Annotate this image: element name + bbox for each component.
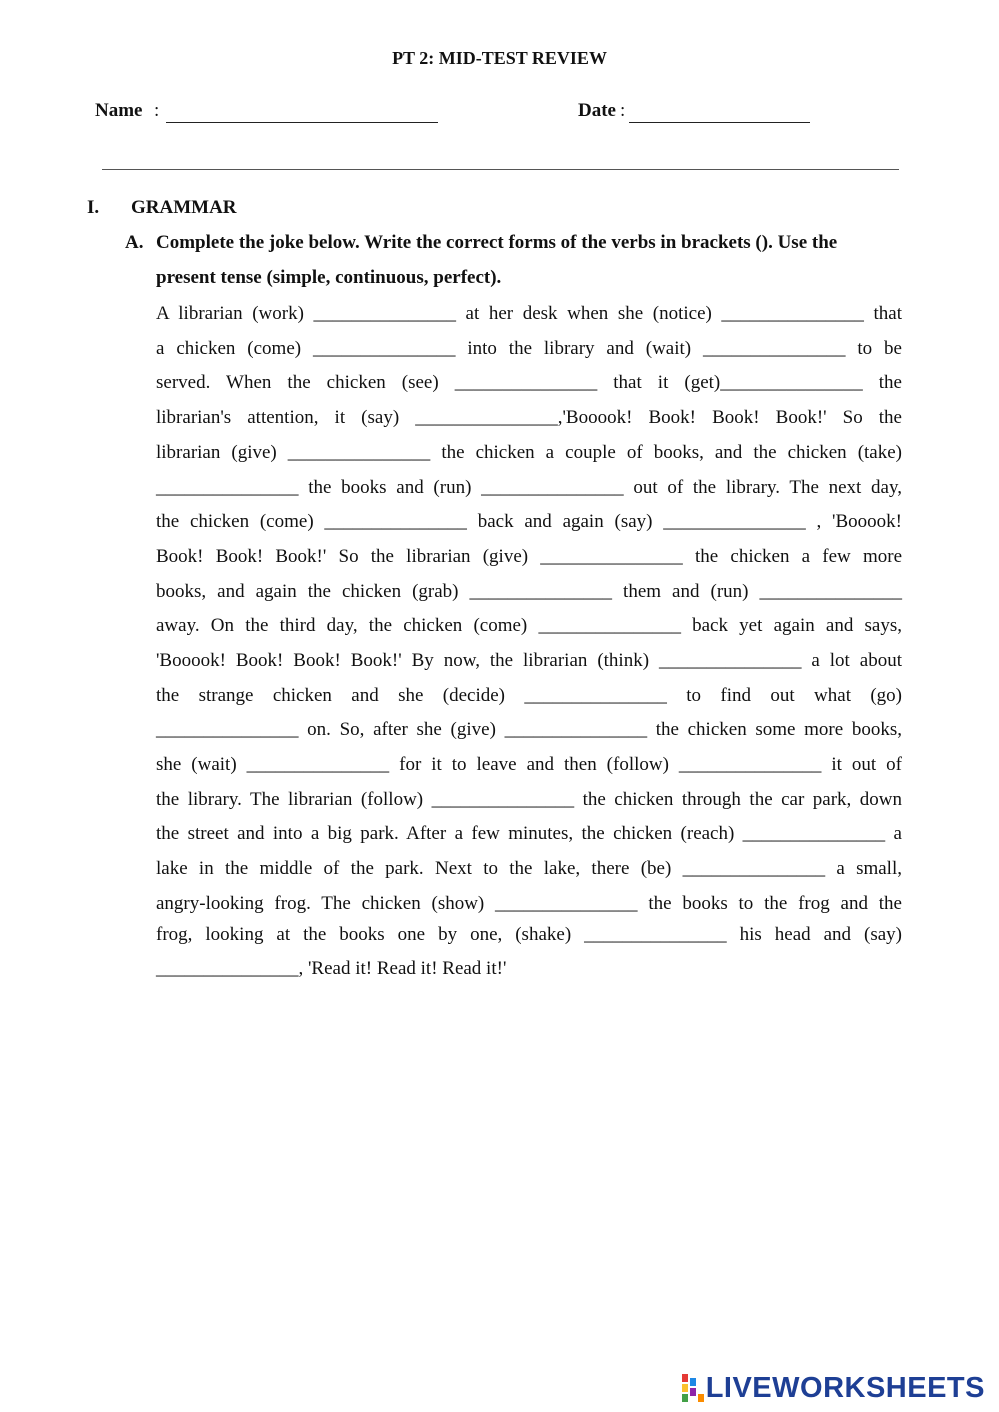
liveworksheets-logo-icon	[682, 1374, 704, 1402]
instruction-line: present tense (simple, continuous, perfect).	[156, 267, 502, 288]
student-info-row	[95, 100, 915, 128]
name-colon: :	[154, 100, 160, 121]
header-divider	[102, 169, 899, 170]
joke-line: angry-looking frog. The chicken (show) _______________ the books to the frog and the	[156, 893, 902, 914]
name-label: Name	[95, 100, 143, 121]
joke-line: the chicken (come) _______________ back and again (say) _______________ , 'Booook!	[156, 511, 902, 532]
joke-line: she (wait) _______________ for it to leave and then (follow) _______________ it out of	[156, 754, 902, 775]
joke-line: _______________ the books and (run) _______________ out of the library. The next day,	[156, 477, 902, 498]
page-title: PT 2: MID-TEST REVIEW	[392, 48, 607, 68]
joke-line: frog, looking at the books one by one, (shake) _______________ his head and (say)	[156, 924, 902, 945]
liveworksheets-brand[interactable]	[682, 1372, 985, 1404]
joke-line: librarian's attention, it (say) _______________,'Booook! Book! Book! Book!' So the	[156, 407, 902, 428]
date-colon: :	[620, 100, 626, 121]
section-number: I.	[87, 197, 100, 218]
joke-line: A librarian (work) _______________ at her desk when she (notice) _______________ that	[156, 303, 902, 324]
joke-line: librarian (give) _______________ the chicken a couple of books, and the chicken (take)	[156, 442, 902, 463]
brand-text: LIVEWORKSHEETS	[705, 1371, 985, 1404]
joke-line: the street and into a big park. After a few minutes, the chicken (reach) _______________ a	[156, 823, 902, 844]
joke-line: served. When the chicken (see) _______________ that it (get)_______________ the	[156, 372, 902, 393]
joke-line: 'Booook! Book! Book! Book!' By now, the librarian (think) _______________ a lot about	[156, 650, 902, 671]
joke-line: _______________, 'Read it! Read it! Read it!'	[156, 958, 507, 979]
joke-line: _______________ on. So, after she (give) _______________ the chicken some more books,	[156, 719, 902, 740]
joke-line: lake in the middle of the park. Next to the lake, there (be) _______________ a small,	[156, 858, 902, 879]
section-title: GRAMMAR	[131, 197, 237, 218]
name-field-line[interactable]	[166, 122, 438, 123]
joke-line: books, and again the chicken (grab) _______________ them and (run) _______________	[156, 581, 902, 602]
joke-line: a chicken (come) _______________ into the library and (wait) _______________ to be	[156, 338, 902, 359]
joke-line: away. On the third day, the chicken (come) _______________ back yet again and says,	[156, 615, 902, 636]
date-field-line[interactable]	[629, 122, 810, 123]
joke-line: the strange chicken and she (decide) _______________ to find out what (go)	[156, 685, 902, 706]
joke-line: Book! Book! Book!' So the librarian (give) _______________ the chicken a few more	[156, 546, 902, 567]
joke-line: the library. The librarian (follow) _______________ the chicken through the car park, down	[156, 789, 902, 810]
exercise-letter: A.	[125, 232, 144, 253]
instruction-line: Complete the joke below. Write the correct forms of the verbs in brackets (). Use the	[156, 232, 838, 253]
date-label: Date	[578, 100, 616, 121]
